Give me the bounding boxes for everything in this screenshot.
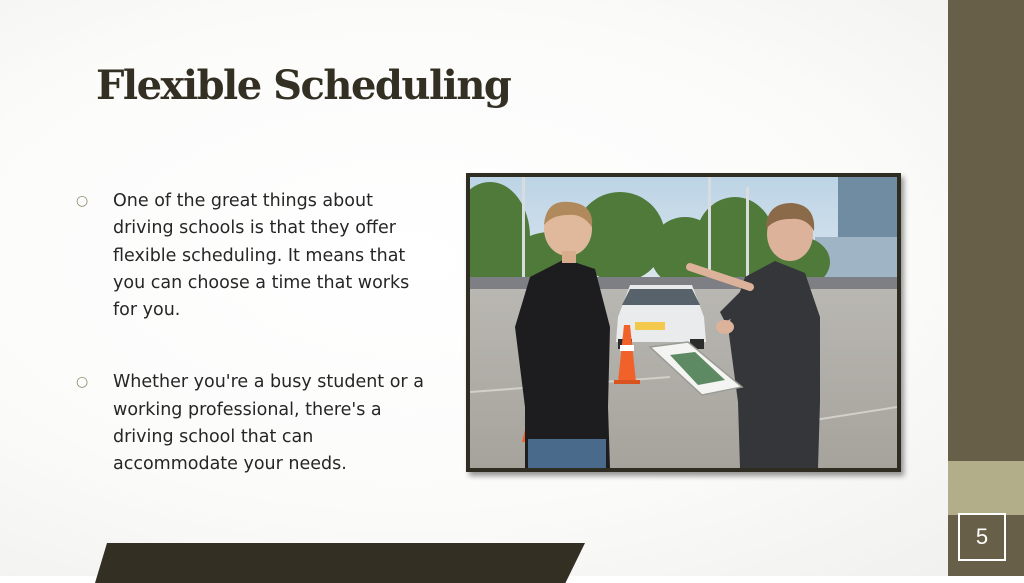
bullet-item: [76, 188, 426, 324]
bottom-decorative-bar: [95, 543, 585, 583]
side-accent-bar: [948, 0, 1024, 461]
bullet-list: [76, 188, 426, 479]
bullet-text: Whether you're a busy student or a working professional, there's a driving school that can accommodate your needs.: [113, 372, 424, 475]
side-accent-band: [948, 461, 1024, 515]
light-pole: [522, 177, 525, 282]
slide-title: Flexible Scheduling: [96, 62, 511, 109]
bullet-circle-icon: ○: [76, 193, 89, 209]
bullet-text: One of the great things about driving schools is that they offer flexible scheduling. It means that you can choose a time that works for you.: [113, 191, 410, 321]
bullet-item: [76, 369, 426, 478]
light-pole: [746, 187, 749, 287]
slide-photo: [466, 173, 901, 472]
bullet-circle-icon: ○: [76, 374, 89, 391]
photo-illustration: [470, 177, 897, 468]
page-number: 5: [958, 513, 1006, 561]
